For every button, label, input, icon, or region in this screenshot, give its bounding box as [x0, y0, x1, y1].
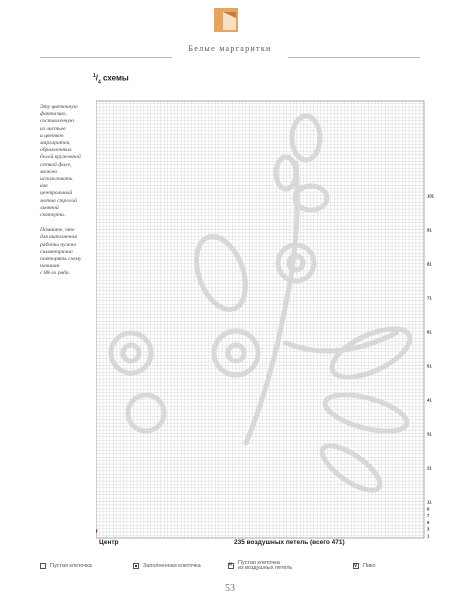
- row-label: 3: [427, 526, 430, 532]
- row-label: 71: [427, 295, 432, 301]
- chart-title: $^1/_4$ схемы: [93, 73, 129, 86]
- legend-pico: [353, 561, 376, 571]
- legend-empty-label: Пустая клеточка: [50, 563, 92, 569]
- sidebar-paragraph-1: Эту цветочную фантазию, составленную из листьев и цветков маргариток, обрамленных белой кружевной сеткой филе, можно использовать как центральный мотив строгой льняной скатерти.: [40, 104, 81, 219]
- empty-cell-icon: [40, 563, 46, 569]
- row-label: 91: [427, 227, 432, 233]
- chart-title-text: схемы: [100, 73, 129, 83]
- chart-title-denominator: 4: [98, 79, 101, 86]
- row-label: 7: [427, 513, 430, 519]
- row-label: 61: [427, 329, 432, 335]
- row-label: 21: [427, 465, 432, 471]
- chart-title-numerator: 1: [93, 73, 96, 79]
- row-label: 5: [427, 519, 430, 525]
- filled-cell-icon: [133, 563, 139, 569]
- header-rule-left: [40, 57, 172, 58]
- picot-icon: [353, 563, 359, 569]
- legend-filled-label: Заполненная клеточка: [143, 563, 201, 569]
- legend-loop: [228, 561, 292, 571]
- sidebar-text: [40, 104, 98, 286]
- row-label: 41: [427, 397, 432, 403]
- row-label: 31: [427, 431, 432, 437]
- row-label: 101: [427, 193, 434, 199]
- legend-loop-label: Пустая клеточка из воздушных петель: [238, 559, 293, 571]
- center-label: Центр: [99, 539, 119, 546]
- row-label: 11: [427, 499, 432, 505]
- row-labels: [427, 194, 435, 539]
- row-label: 9: [427, 506, 430, 512]
- page-number: 53: [225, 583, 235, 594]
- book-corner-icon: [214, 8, 238, 32]
- row-label: 1: [427, 533, 430, 539]
- sidebar-paragraph-2: Помните, что для выполнения работы нужно симметрично повторять схему начиная с 88-го ряда.: [40, 227, 82, 277]
- filet-chart: [96, 83, 446, 543]
- stitch-count-label: 235 воздушных петель (всего 471): [234, 539, 345, 546]
- header-title: Белые маргаритки: [188, 44, 272, 53]
- header-rule-right: [288, 57, 420, 58]
- chain-cell-icon: [228, 563, 234, 569]
- legend-empty: [40, 561, 92, 571]
- row-label: 51: [427, 363, 432, 369]
- legend-pico-label: Пико: [363, 563, 376, 569]
- legend-filled: [133, 561, 201, 571]
- row-label: 81: [427, 261, 432, 267]
